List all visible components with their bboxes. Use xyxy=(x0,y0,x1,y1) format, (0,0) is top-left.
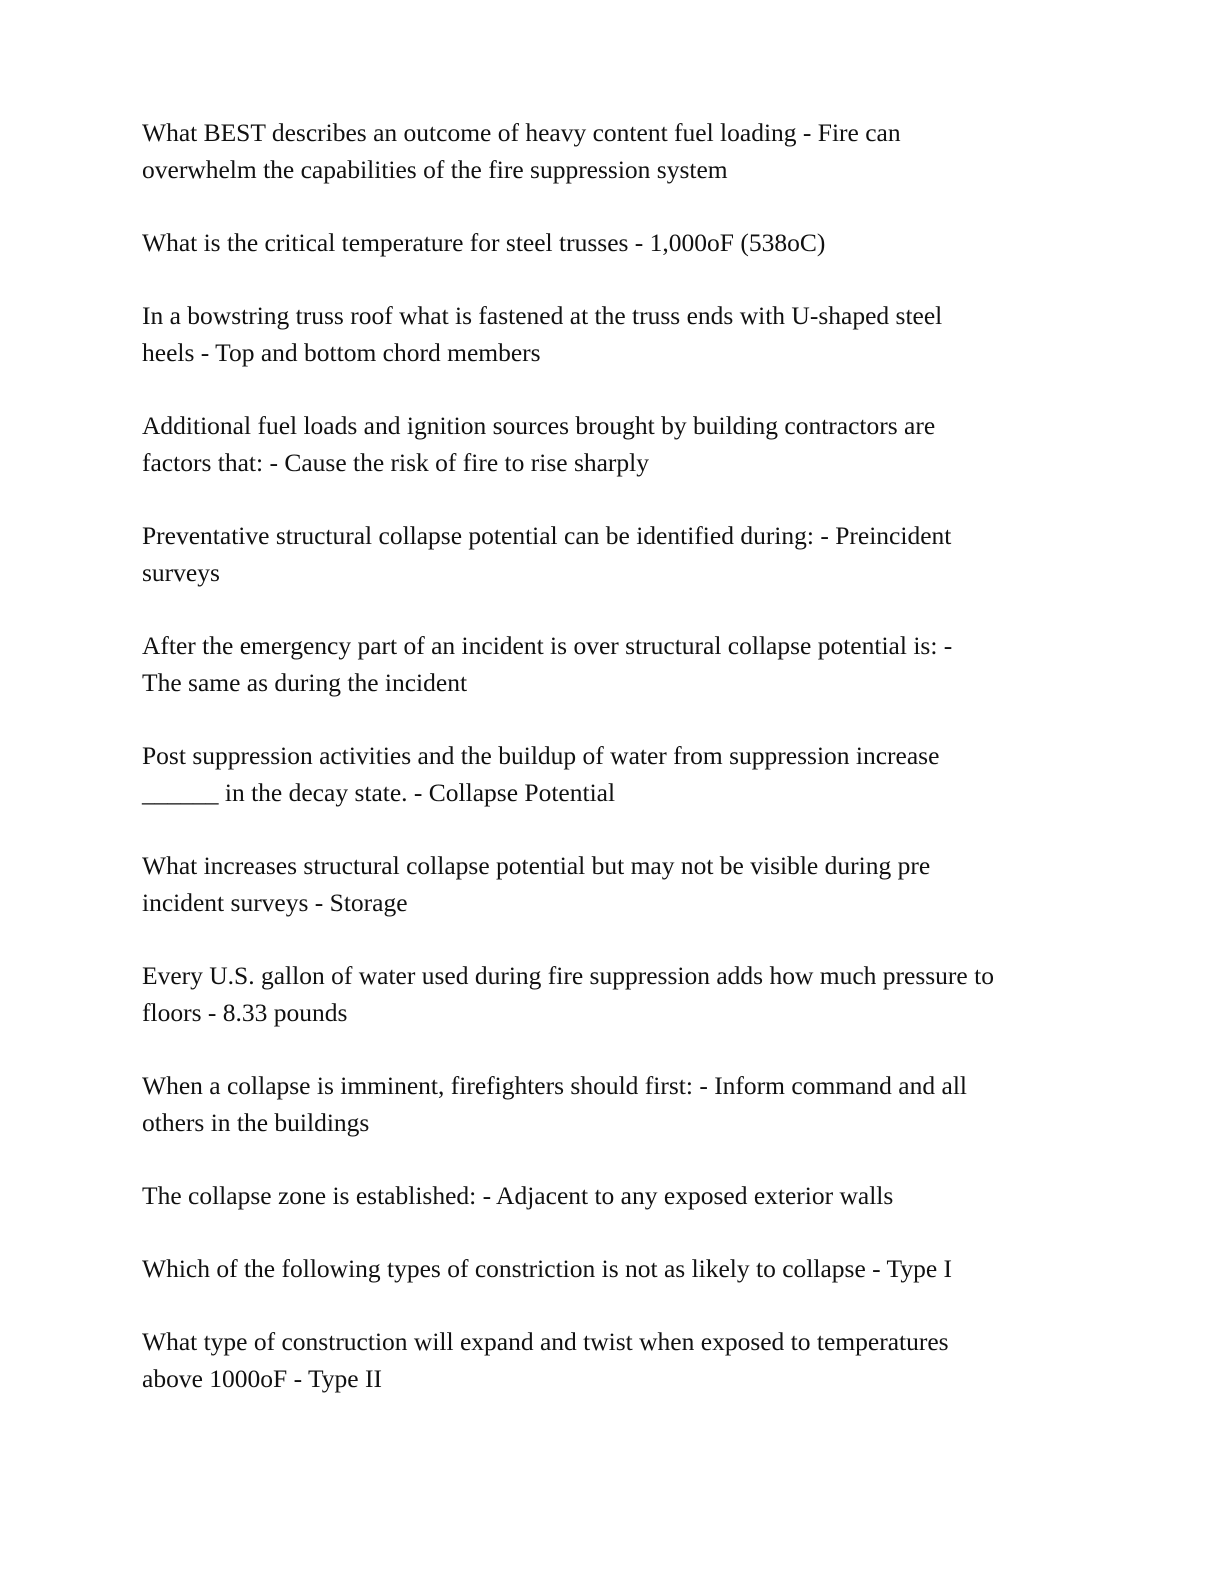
qa-line: others in the buildings xyxy=(142,1108,370,1137)
qa-line: floors - 8.33 pounds xyxy=(142,998,348,1027)
qa-entry-6 xyxy=(142,627,1082,701)
qa-line: incident surveys - Storage xyxy=(142,888,408,917)
qa-entry-8 xyxy=(142,847,1082,921)
qa-line: Which of the following types of constriction is not as likely to collapse - Type I xyxy=(142,1254,953,1283)
qa-line: What increases structural collapse potential but may not be visible during pre xyxy=(142,851,931,880)
qa-line: Every U.S. gallon of water used during fire suppression adds how much pressure to xyxy=(142,961,994,990)
document-page xyxy=(142,114,1082,1433)
qa-entry-1 xyxy=(142,114,1082,188)
qa-entry-7 xyxy=(142,737,1082,811)
qa-line: above 1000oF - Type II xyxy=(142,1364,382,1393)
qa-entry-2 xyxy=(142,224,1082,261)
qa-line: After the emergency part of an incident is over structural collapse potential is: - xyxy=(142,631,953,660)
qa-entry-10 xyxy=(142,1067,1082,1141)
qa-line: In a bowstring truss roof what is fastened at the truss ends with U-shaped steel xyxy=(142,301,943,330)
qa-entry-9 xyxy=(142,957,1082,1031)
qa-line: factors that: - Cause the risk of fire to rise sharply xyxy=(142,448,650,477)
qa-entry-12 xyxy=(142,1250,1082,1287)
qa-entry-11 xyxy=(142,1177,1082,1214)
qa-line: heels - Top and bottom chord members xyxy=(142,338,541,367)
qa-line: Additional fuel loads and ignition sources brought by building contractors are xyxy=(142,411,936,440)
qa-line: overwhelm the capabilities of the fire suppression system xyxy=(142,155,728,184)
qa-entry-13 xyxy=(142,1323,1082,1397)
qa-line: surveys xyxy=(142,558,220,587)
qa-entry-5 xyxy=(142,517,1082,591)
qa-line: What BEST describes an outcome of heavy content fuel loading - Fire can xyxy=(142,118,901,147)
qa-entry-4 xyxy=(142,407,1082,481)
qa-line: The same as during the incident xyxy=(142,668,468,697)
qa-line: When a collapse is imminent, firefighters should first: - Inform command and all xyxy=(142,1071,967,1100)
qa-line: What type of construction will expand and twist when exposed to temperatures xyxy=(142,1327,949,1356)
qa-line: ______ in the decay state. - Collapse Potential xyxy=(142,778,616,807)
qa-entry-3 xyxy=(142,297,1082,371)
qa-line: Preventative structural collapse potential can be identified during: - Preincident xyxy=(142,521,952,550)
qa-line: Post suppression activities and the buildup of water from suppression increase xyxy=(142,741,940,770)
qa-line: What is the critical temperature for steel trusses - 1,000oF (538oC) xyxy=(142,228,826,257)
qa-line: The collapse zone is established: - Adjacent to any exposed exterior walls xyxy=(142,1181,894,1210)
